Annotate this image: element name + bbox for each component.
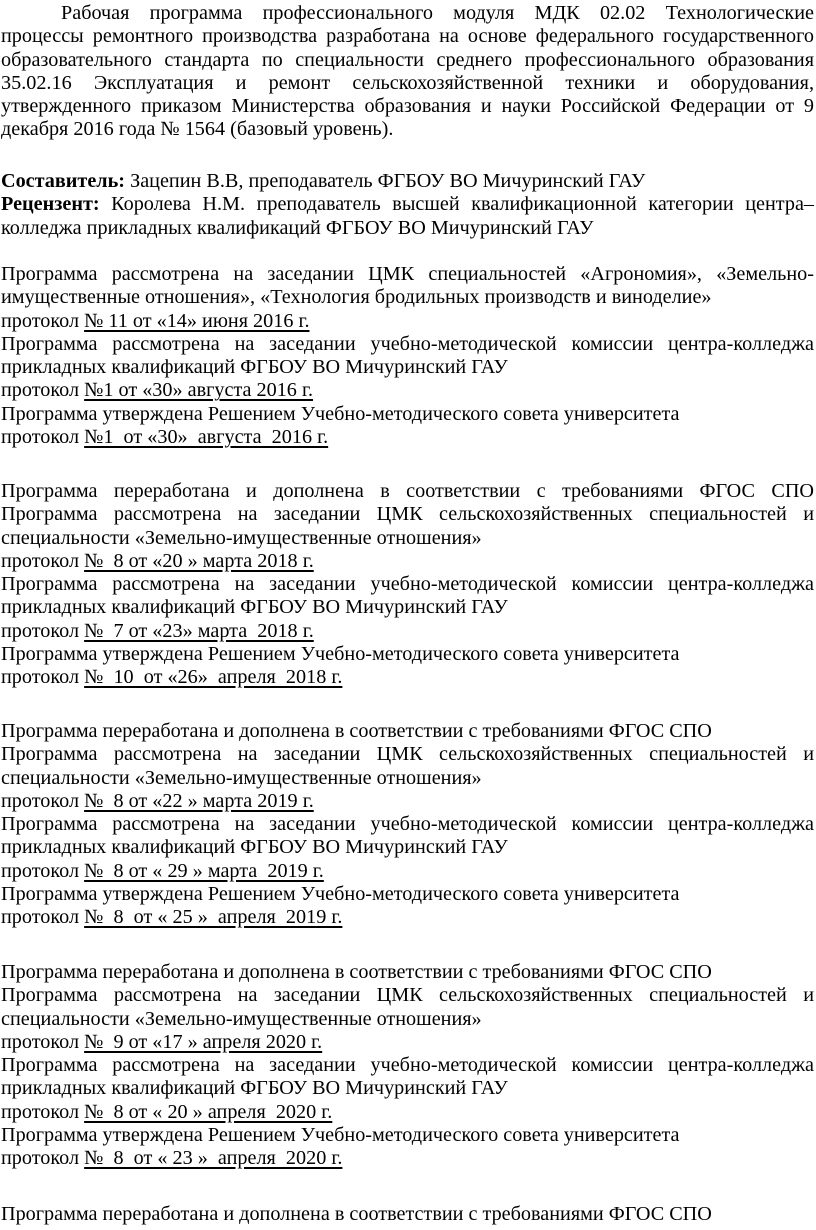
protocol-prefix: протокол [1,619,85,642]
umk-line: прикладных квалификаций ФГБОУ ВО Мичуринский ГАУ [1,596,508,619]
umk-protocol-line [1,379,814,402]
protocol-prefix: протокол [1,859,85,882]
protocol-number: № 8 от «22 » марта 2019 г. [84,789,314,812]
cmk-line: специальности «Земельно-имущественные отношения» [1,1007,482,1030]
council-line: Программа утверждена Решением Учебно-методического совета университета [1,883,680,906]
compiler-label: Составитель: [1,170,126,192]
council-protocol-line [1,906,814,929]
council-line: Программа утверждена Решением Учебно-методического совета университета [1,643,680,666]
protocol-prefix: протокол [1,1147,85,1170]
intro-line: утвержденного приказом Министерства образования и науки Российской Федерации от 9 [1,95,814,118]
approval-section-2018 [1,480,814,690]
protocol-number: № 8 от « 20 » апреля 2020 г. [84,1100,333,1123]
protocol-prefix: протокол [1,906,85,929]
cmk-line: Программа рассмотрена на заседании ЦМК специальностей «Агрономия», «Земельно- [1,263,814,285]
reviewer-text: Королева Н.М. преподаватель высшей квалификационной категории центра– [99,193,814,216]
protocol-prefix: протокол [1,426,85,449]
council-line: Программа утверждена Решением Учебно-методического совета университета [1,402,680,425]
approval-section-2019 [1,720,814,930]
revised-line: Программа переработана и дополнена в соответствии с требованиями ФГОС СПО [1,480,814,502]
council-protocol-line [1,426,814,449]
protocol-number: № 8 от « 29 » марта 2019 г. [84,859,324,882]
protocol-prefix: протокол [1,549,85,572]
revised-line: Программа переработана и дополнена в соответствии с требованиями ФГОС СПО [1,1203,712,1225]
umk-line: Программа рассмотрена на заседании учебно-методической комиссии центра-колледжа [1,573,814,596]
cmk-line: Программа рассмотрена на заседании ЦМК сельскохозяйственных специальностей и [1,984,814,1007]
protocol-number: №1 от «30» августа 2016 г. [84,379,314,402]
cmk-protocol-line [1,310,814,333]
intro-line: образовательного стандарта по специальности среднего профессионального образования [1,48,814,71]
intro-line: 35.02.16 Эксплуатация и ремонт сельскохозяйственной техники и оборудования, [1,71,814,94]
protocol-prefix: протокол [1,309,85,332]
protocol-number: № 10 от «26» апреля 2018 г. [84,666,343,689]
umk-line: Программа рассмотрена на заседании учебно-методической комиссии центра-колледжа [1,332,814,355]
protocol-prefix: протокол [1,666,85,689]
protocol-prefix: протокол [1,379,85,402]
umk-line: прикладных квалификаций ФГБОУ ВО Мичуринский ГАУ [1,1077,508,1100]
intro-line: декабря 2016 года № 1564 (базовый уровень). [1,118,394,141]
approval-section-next [1,1203,814,1226]
cmk-line: Программа рассмотрена на заседании ЦМК сельскохозяйственных специальностей и [1,503,814,526]
council-protocol-line [1,1147,814,1170]
cmk-line: специальности «Земельно-имущественные отношения» [1,766,482,789]
reviewer-line [1,193,814,216]
revised-line: Программа переработана и дополнена в соответствии с требованиями ФГОС СПО [1,720,712,742]
protocol-prefix: протокол [1,1030,85,1053]
umk-protocol-line [1,860,814,883]
umk-protocol-line [1,1101,814,1124]
cmk-protocol-line [1,790,814,813]
umk-line: прикладных квалификаций ФГБОУ ВО Мичуринский ГАУ [1,356,508,379]
umk-line: Программа рассмотрена на заседании учебно-методической комиссии центра-колледжа [1,813,814,836]
council-line: Программа утверждена Решением Учебно-методического совета университета [1,1124,680,1147]
compiler-line [1,170,814,193]
authors-block [1,170,814,240]
protocol-number: №1 от «30» августа 2016 г. [84,426,329,449]
protocol-number: № 8 от « 23 » апреля 2020 г. [84,1147,343,1170]
approval-section-2020 [1,961,814,1171]
umk-line: Программа рассмотрена на заседании учебно-методической комиссии центра-колледжа [1,1054,814,1077]
revised-line: Программа переработана и дополнена в соответствии с требованиями ФГОС СПО [1,961,712,983]
umk-line: прикладных квалификаций ФГБОУ ВО Мичуринский ГАУ [1,836,508,859]
cmk-line: имущественные отношения», «Технология бродильных производств и виноделие» [1,286,712,309]
protocol-prefix: протокол [1,1100,85,1123]
cmk-line: Программа рассмотрена на заседании ЦМК сельскохозяйственных специальностей и [1,743,814,766]
umk-protocol-line [1,620,814,643]
council-protocol-line [1,666,814,689]
protocol-prefix: протокол [1,789,85,812]
cmk-line: специальности «Земельно-имущественные отношения» [1,526,482,549]
reviewer-label: Рецензент: [1,193,100,216]
intro-paragraph [1,2,814,142]
cmk-protocol-line [1,1031,814,1054]
intro-line: процессы ремонтного производства разработана на основе федерального государственного [1,25,814,48]
protocol-number: № 7 от «23» марта 2018 г. [84,619,314,642]
approval-section-2016 [1,263,814,449]
protocol-number: № 11 от «14» июня 2016 г. [84,309,310,332]
cmk-protocol-line [1,550,814,573]
intro-line: Рабочая программа профессионального модуля МДК 02.02 Технологические [61,2,814,24]
compiler-text: Зацепин В.В, преподаватель ФГБОУ ВО Мичуринский ГАУ [125,170,646,192]
reviewer-line-2: колледжа прикладных квалификаций ФГБОУ ВО Мичуринский ГАУ [1,216,594,239]
protocol-number: № 8 от « 25 » апреля 2019 г. [84,906,343,929]
protocol-number: № 8 от «20 » марта 2018 г. [84,549,314,572]
protocol-number: № 9 от «17 » апреля 2020 г. [84,1030,323,1053]
